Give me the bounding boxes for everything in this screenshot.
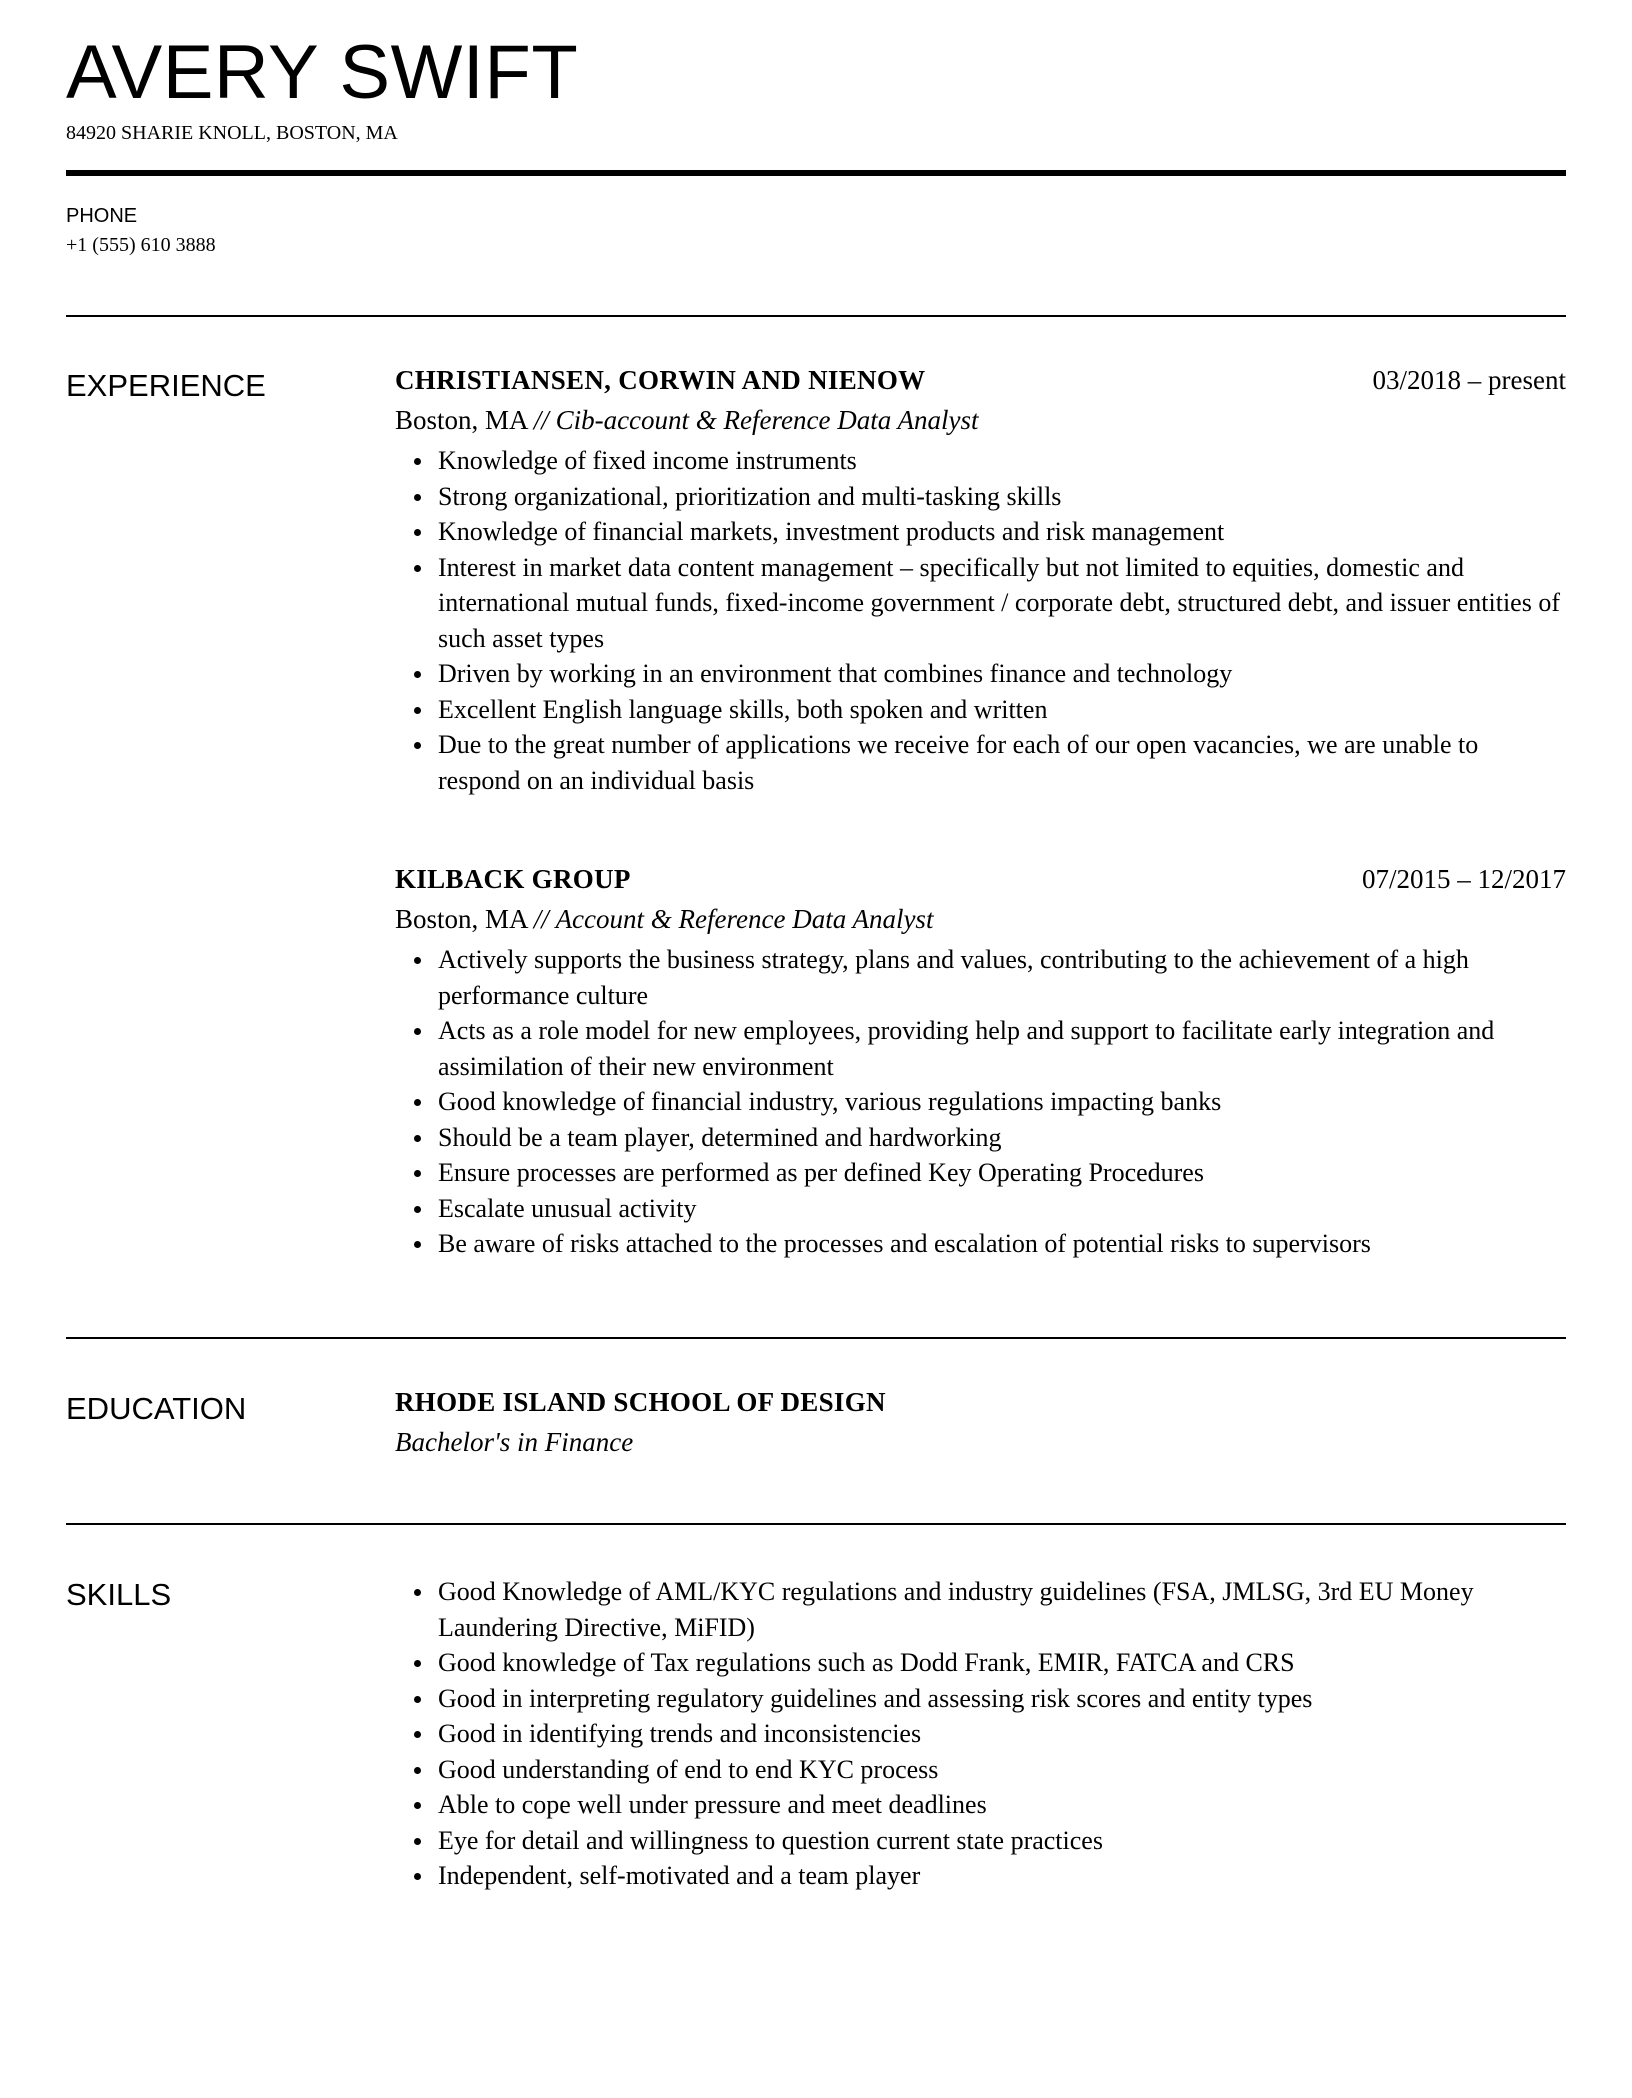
company-name: KILBACK GROUP <box>395 864 631 894</box>
school-name: RHODE ISLAND SCHOOL OF DESIGN <box>395 1387 886 1417</box>
education-header <box>395 1385 1566 1425</box>
section-divider <box>66 1337 1566 1339</box>
skills-heading: SKILLS <box>66 1577 172 1612</box>
skill-item: Good Knowledge of AML/KYC regulations and industry guidelines (FSA, JMLSG, 3rd EU Money Laundering Directive, MiFID) <box>438 1574 1566 1645</box>
phone-label: PHONE <box>66 205 138 227</box>
phone-number: +1 (555) 610 3888 <box>66 234 216 256</box>
job-bullets <box>395 942 1566 1262</box>
section-divider <box>66 315 1566 317</box>
skill-item: Independent, self-motivated and a team player <box>438 1858 1566 1894</box>
skills-list <box>395 1574 1566 1894</box>
bullet-item: Excellent English language skills, both spoken and written <box>438 692 1566 728</box>
skill-item: Eye for detail and willingness to question current state practices <box>438 1823 1566 1859</box>
job-entry <box>395 862 1566 1262</box>
job-header <box>395 363 1566 403</box>
job-dates: 03/2018 – present <box>1372 365 1566 395</box>
bullet-item: Acts as a role model for new employees, providing help and support to facilitate early integration and assimilation of their new environment <box>438 1013 1566 1084</box>
education-entry <box>395 1385 1566 1461</box>
job-location: Boston, MA <box>395 405 528 435</box>
section-divider <box>66 1523 1566 1525</box>
degree: Bachelor's in Finance <box>395 1427 634 1457</box>
job-subtitle <box>395 403 1566 443</box>
job-bullets <box>395 443 1566 798</box>
job-separator: // <box>533 405 549 435</box>
bullet-item: Knowledge of financial markets, investment products and risk management <box>438 514 1566 550</box>
job-dates: 07/2015 – 12/2017 <box>1361 864 1566 894</box>
job-header <box>395 862 1566 902</box>
job-subtitle <box>395 902 1566 942</box>
bullet-item: Ensure processes are performed as per defined Key Operating Procedures <box>438 1155 1566 1191</box>
skill-item: Good knowledge of Tax regulations such as Dodd Frank, EMIR, FATCA and CRS <box>438 1645 1566 1681</box>
experience-heading: EXPERIENCE <box>66 368 266 403</box>
skills-entry <box>395 1574 1566 1894</box>
candidate-address: 84920 SHARIE KNOLL, BOSTON, MA <box>66 122 398 144</box>
bullet-item: Actively supports the business strategy, plans and values, contributing to the achievement of a high performance culture <box>438 942 1566 1013</box>
job-role: Cib-account & Reference Data Analyst <box>555 405 979 435</box>
bullet-item: Knowledge of fixed income instruments <box>438 443 1566 479</box>
job-separator: // <box>533 904 549 934</box>
job-location: Boston, MA <box>395 904 528 934</box>
bullet-item: Be aware of risks attached to the processes and escalation of potential risks to supervisors <box>438 1226 1566 1262</box>
bullet-item: Good knowledge of financial industry, various regulations impacting banks <box>438 1084 1566 1120</box>
skill-item: Able to cope well under pressure and meet deadlines <box>438 1787 1566 1823</box>
job-entry <box>395 363 1566 798</box>
skill-item: Good in identifying trends and inconsistencies <box>438 1716 1566 1752</box>
job-role: Account & Reference Data Analyst <box>555 904 934 934</box>
skill-item: Good in interpreting regulatory guidelines and assessing risk scores and entity types <box>438 1681 1566 1717</box>
education-heading: EDUCATION <box>66 1391 247 1426</box>
bullet-item: Should be a team player, determined and hardworking <box>438 1120 1566 1156</box>
bullet-item: Escalate unusual activity <box>438 1191 1566 1227</box>
skill-item: Good understanding of end to end KYC process <box>438 1752 1566 1788</box>
bullet-item: Interest in market data content management – specifically but not limited to equities, domestic and international mutual funds, fixed-income government / corporate debt, structured debt, and issuer entities of such asset types <box>438 550 1566 657</box>
bullet-item: Driven by working in an environment that combines finance and technology <box>438 656 1566 692</box>
header-divider <box>66 170 1566 176</box>
bullet-item: Strong organizational, prioritization and multi-tasking skills <box>438 479 1566 515</box>
candidate-name: AVERY SWIFT <box>66 30 579 115</box>
bullet-item: Due to the great number of applications we receive for each of our open vacancies, we are unable to respond on an individual basis <box>438 727 1566 798</box>
company-name: CHRISTIANSEN, CORWIN AND NIENOW <box>395 365 926 395</box>
